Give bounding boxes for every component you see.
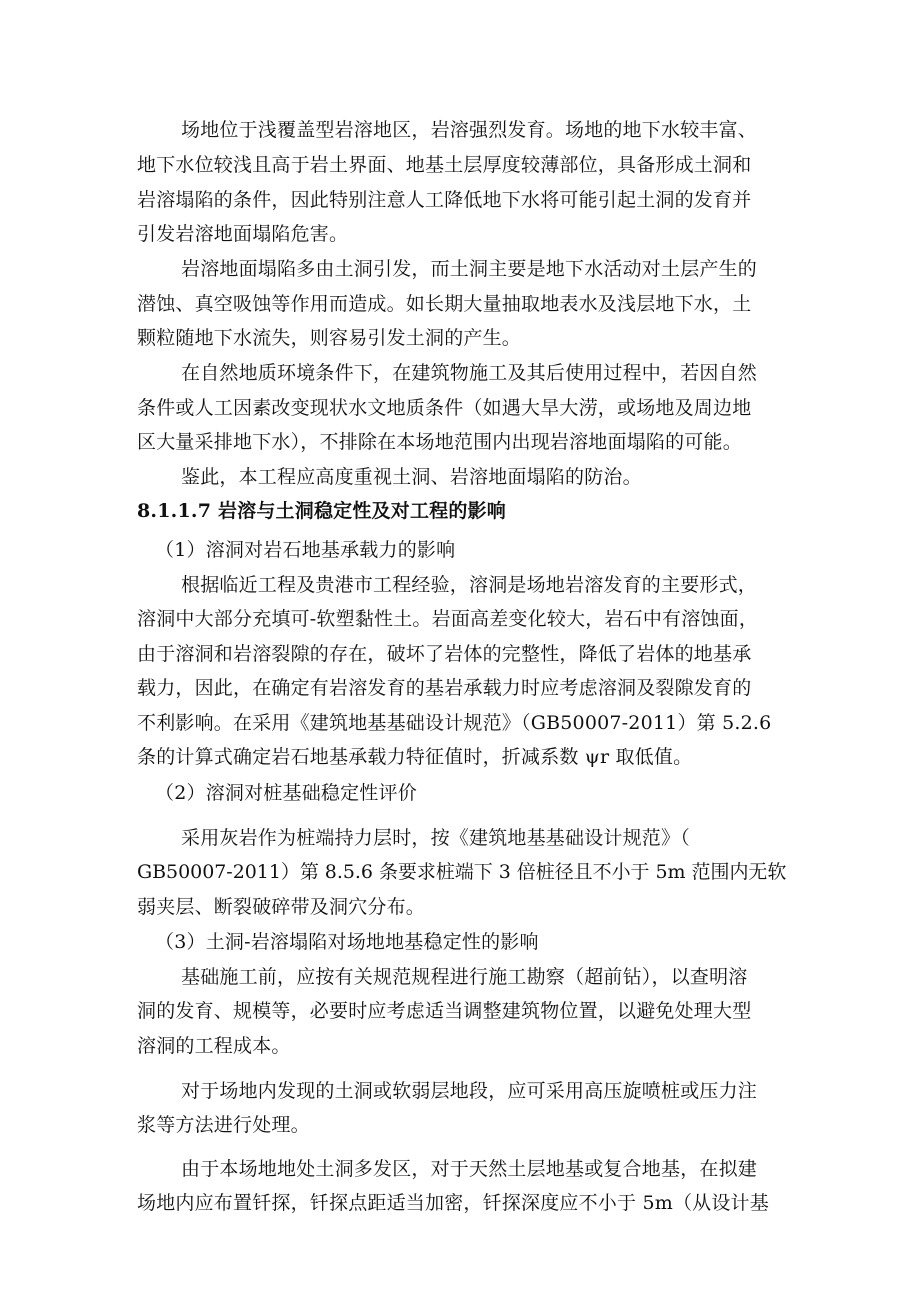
subsection-2-line-3: 弱夹层、断裂破碎带及洞穴分布。 [137,896,426,918]
subsection-3-paragraph-1-line-3: 溶洞的工程成本。 [137,1035,291,1057]
paragraph-3-line-3: 区大量采排地下水），不排除在本场地范围内出现岩溶地面塌陷的可能。 [137,431,742,453]
subsection-3-paragraph-3-line-2: 场地内应布置钎探，钎探点距适当加密，钎探深度应不小于 5m（从设计基 [137,1192,769,1214]
subsection-3-paragraph-2-line-2: 浆等方法进行处理。 [137,1114,310,1136]
paragraph-2-line-3: 颗粒随地下水流失，则容易引发土洞的产生。 [137,327,522,349]
paragraph-1-line-2: 地下水位较浅且高于岩土界面、地基土层厚度较薄部位，具备形成土洞和 [137,154,752,176]
subsection-2-line-1: 采用灰岩作为桩端持力层时，按《建筑地基基础设计规范》（ [181,827,690,849]
subsection-3-paragraph-1-line-2: 洞的发育、规模等，必要时应考虑适当调整建筑物位置，以避免处理大型 [137,1000,752,1022]
paragraph-2-line-2: 潜蚀、真空吸蚀等作用而造成。如长期大量抽取地表水及浅层地下水，土 [137,293,752,315]
subsection-3-paragraph-3-line-1: 由于本场地地处土洞多发区，对于天然土层地基或复合地基，在拟建 [181,1158,758,1180]
paragraph-2-line-1: 岩溶地面塌陷多由土洞引发，而土洞主要是地下水活动对土层产生的 [181,258,758,280]
subsection-1-line-6: 条的计算式确定岩石地基承载力特征值时，折减系数 ψr 取低值。 [137,746,693,768]
subsection-1-line-4: 载力，因此，在确定有岩溶发育的基岩承载力时应考虑溶洞及裂隙发育的 [137,677,752,699]
subsection-1-line-3: 由于溶洞和岩溶裂隙的存在，破坏了岩体的完整性，降低了岩体的地基承 [137,643,752,665]
paragraph-3-line-2: 条件或人工因素改变现状水文地质条件（如遇大旱大涝，或场地及周边地 [137,397,752,419]
paragraph-1-line-3: 岩溶塌陷的条件，因此特别注意人工降低地下水将可能引起土洞的发育并 [137,189,752,211]
paragraph-4-line-1: 鉴此，本工程应高度重视土洞、岩溶地面塌陷的防治。 [181,466,642,488]
subsection-2-line-2: GB50007-2011）第 8.5.6 条要求桩端下 3 倍桩径且不小于 5m 范围内无软 [137,861,787,883]
subsection-2-title: （2）溶洞对桩基础稳定性评价 [155,782,417,804]
paragraph-1-line-4: 引发岩溶地面塌陷危害。 [137,223,349,245]
subsection-1-line-5: 不利影响。在采用《建筑地基基础设计规范》（GB50007-2011）第 5.2.6 [137,712,772,734]
section-heading: 8.1.1.7 岩溶与土洞稳定性及对工程的影响 [137,500,506,522]
paragraph-1-line-1: 场地位于浅覆盖型岩溶地区，岩溶强烈发育。场地的地下水较丰富、 [181,119,758,141]
subsection-1-line-1: 根据临近工程及贵港市工程经验，溶洞是场地岩溶发育的主要形式， [181,574,758,596]
subsection-1-title: （1）溶洞对岩石地基承载力的影响 [155,539,456,561]
subsection-3-paragraph-1-line-1: 基础施工前，应按有关规范规程进行施工勘察（超前钻），以查明溶 [181,966,748,988]
subsection-1-line-2: 溶洞中大部分充填可-软塑黏性土。岩面高差变化较大，岩石中有溶蚀面， [137,608,759,630]
subsection-3-title: （3）土洞-岩溶塌陷对场地地基稳定性的影响 [155,931,539,953]
paragraph-3-line-1: 在自然地质环境条件下，在建筑物施工及其后使用过程中，若因自然 [181,362,758,384]
subsection-3-paragraph-2-line-1: 对于场地内发现的土洞或软弱层地段，应可采用高压旋喷桩或压力注 [181,1080,758,1102]
